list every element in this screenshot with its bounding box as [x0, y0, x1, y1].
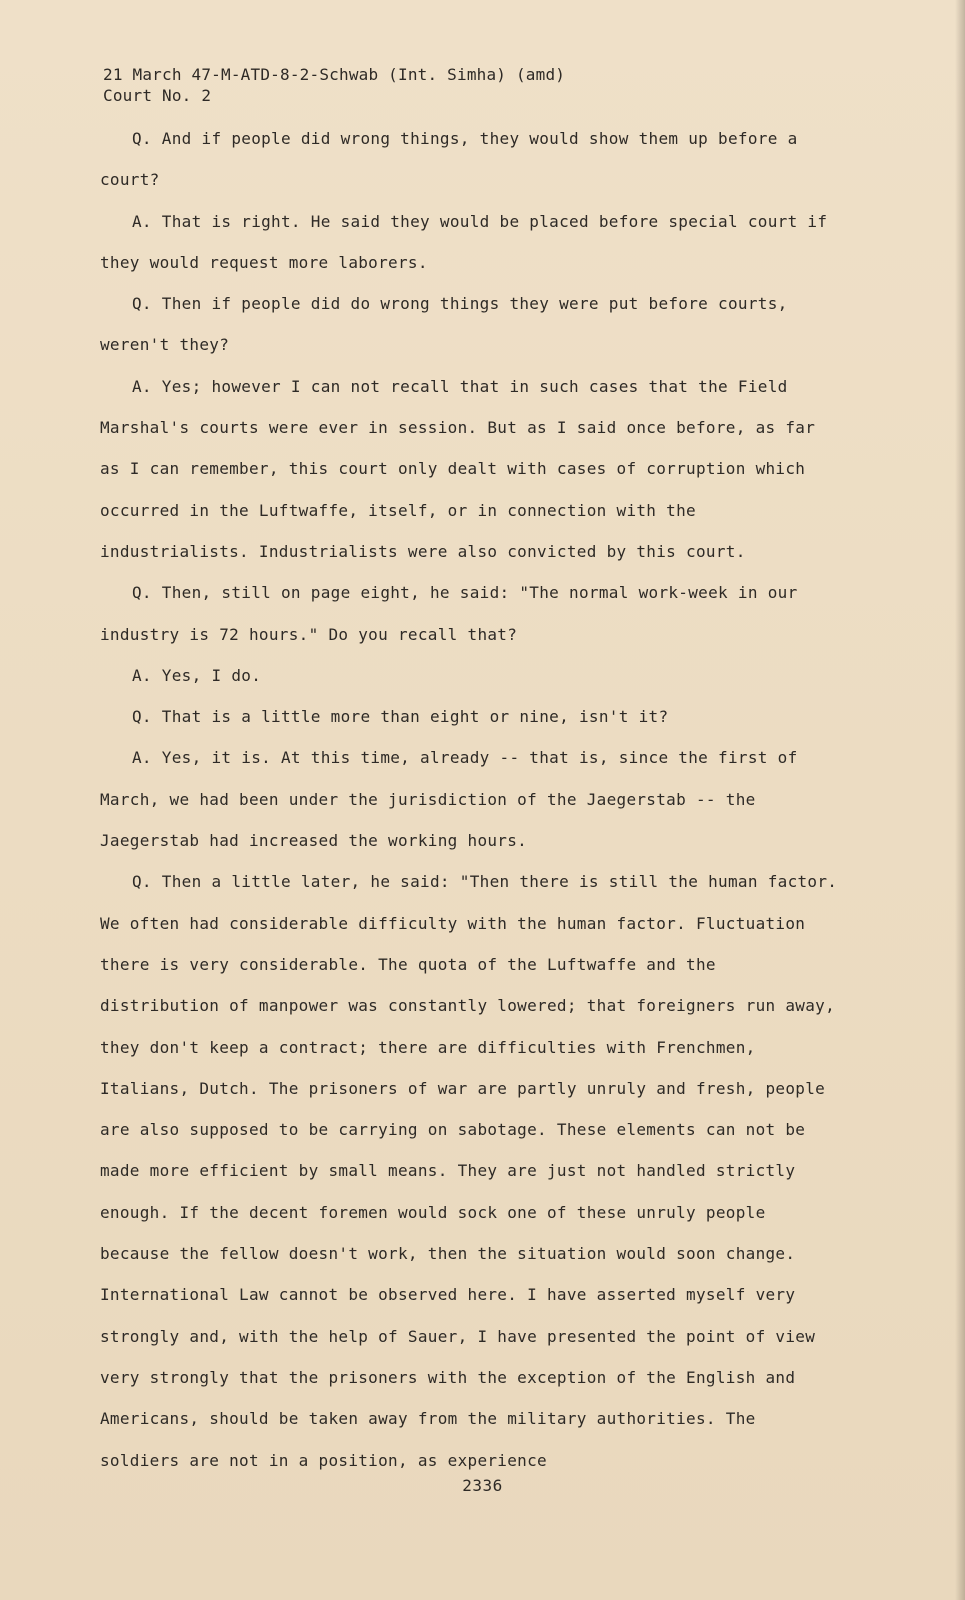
transcript-paragraph: A. Yes, it is. At this time, already -- that is, since the first of March, we had been under the jurisdiction of the Jaegerstab -- the Jaegerstab had increased the working hours.: [100, 748, 798, 851]
transcript-paragraph: Q. And if people did wrong things, they would show them up before a court?: [100, 129, 798, 190]
transcript-paragraph: Q. That is a little more than eight or nine, isn't it?: [132, 707, 669, 727]
header-reference-line: 21 March 47-M-ATD-8-2-Schwab (Int. Simha) (amd): [103, 65, 566, 84]
transcript-paragraph: A. Yes, I do.: [132, 665, 262, 685]
transcript-paragraph: Q. Then a little later, he said: "Then there is still the human factor. We often had considerable difficulty with the human factor. Fluctuation there is very considerable. The quota of the Luftwaffe and the distribution of manpower was constantly lowered; that foreigners run away, they don't keep a contract; there are difficulties with Frenchmen, Italians, Dutch. The prisoners of war are partly unruly and fresh, people are also supposed to be carrying on sabotage. These elements can not be made more efficient by small means. They are just not handled strictly enough. If the decent foremen would sock one of these unruly people because the fellow doesn't work, then the situation would soon change. International Law cannot be observed here. I have asserted myself very strongly and, with the help of Sauer, I have presented the point of view very strongly that the prisoners with the exception of the English and Americans, should be taken away from the military authorities. The soldiers are not in a position, as experience: [100, 872, 838, 1470]
document-header: [103, 64, 565, 106]
transcript-paragraph: A. Yes; however I can not recall that in such cases that the Field Marshal's courts were ever in session. But as I said once before, as far as I can remember, this court only dealt with cases of corruption which occurred in the Luftwaffe, itself, or in connection with the industrialists. Industrialists were also convicted by this court.: [100, 376, 816, 561]
transcript-body: [100, 118, 840, 1481]
header-court-line: Court No. 2: [103, 86, 212, 105]
transcript-paragraph: Q. Then, still on page eight, he said: "The normal work-week in our industry is 72 hours." Do you recall that?: [100, 583, 798, 644]
transcript-paragraph: A. That is right. He said they would be placed before special court if they would request more laborers.: [100, 211, 828, 272]
transcript-paragraph: Q. Then if people did do wrong things they were put before courts, weren't they?: [100, 294, 788, 355]
page-number: 2336: [462, 1476, 503, 1495]
